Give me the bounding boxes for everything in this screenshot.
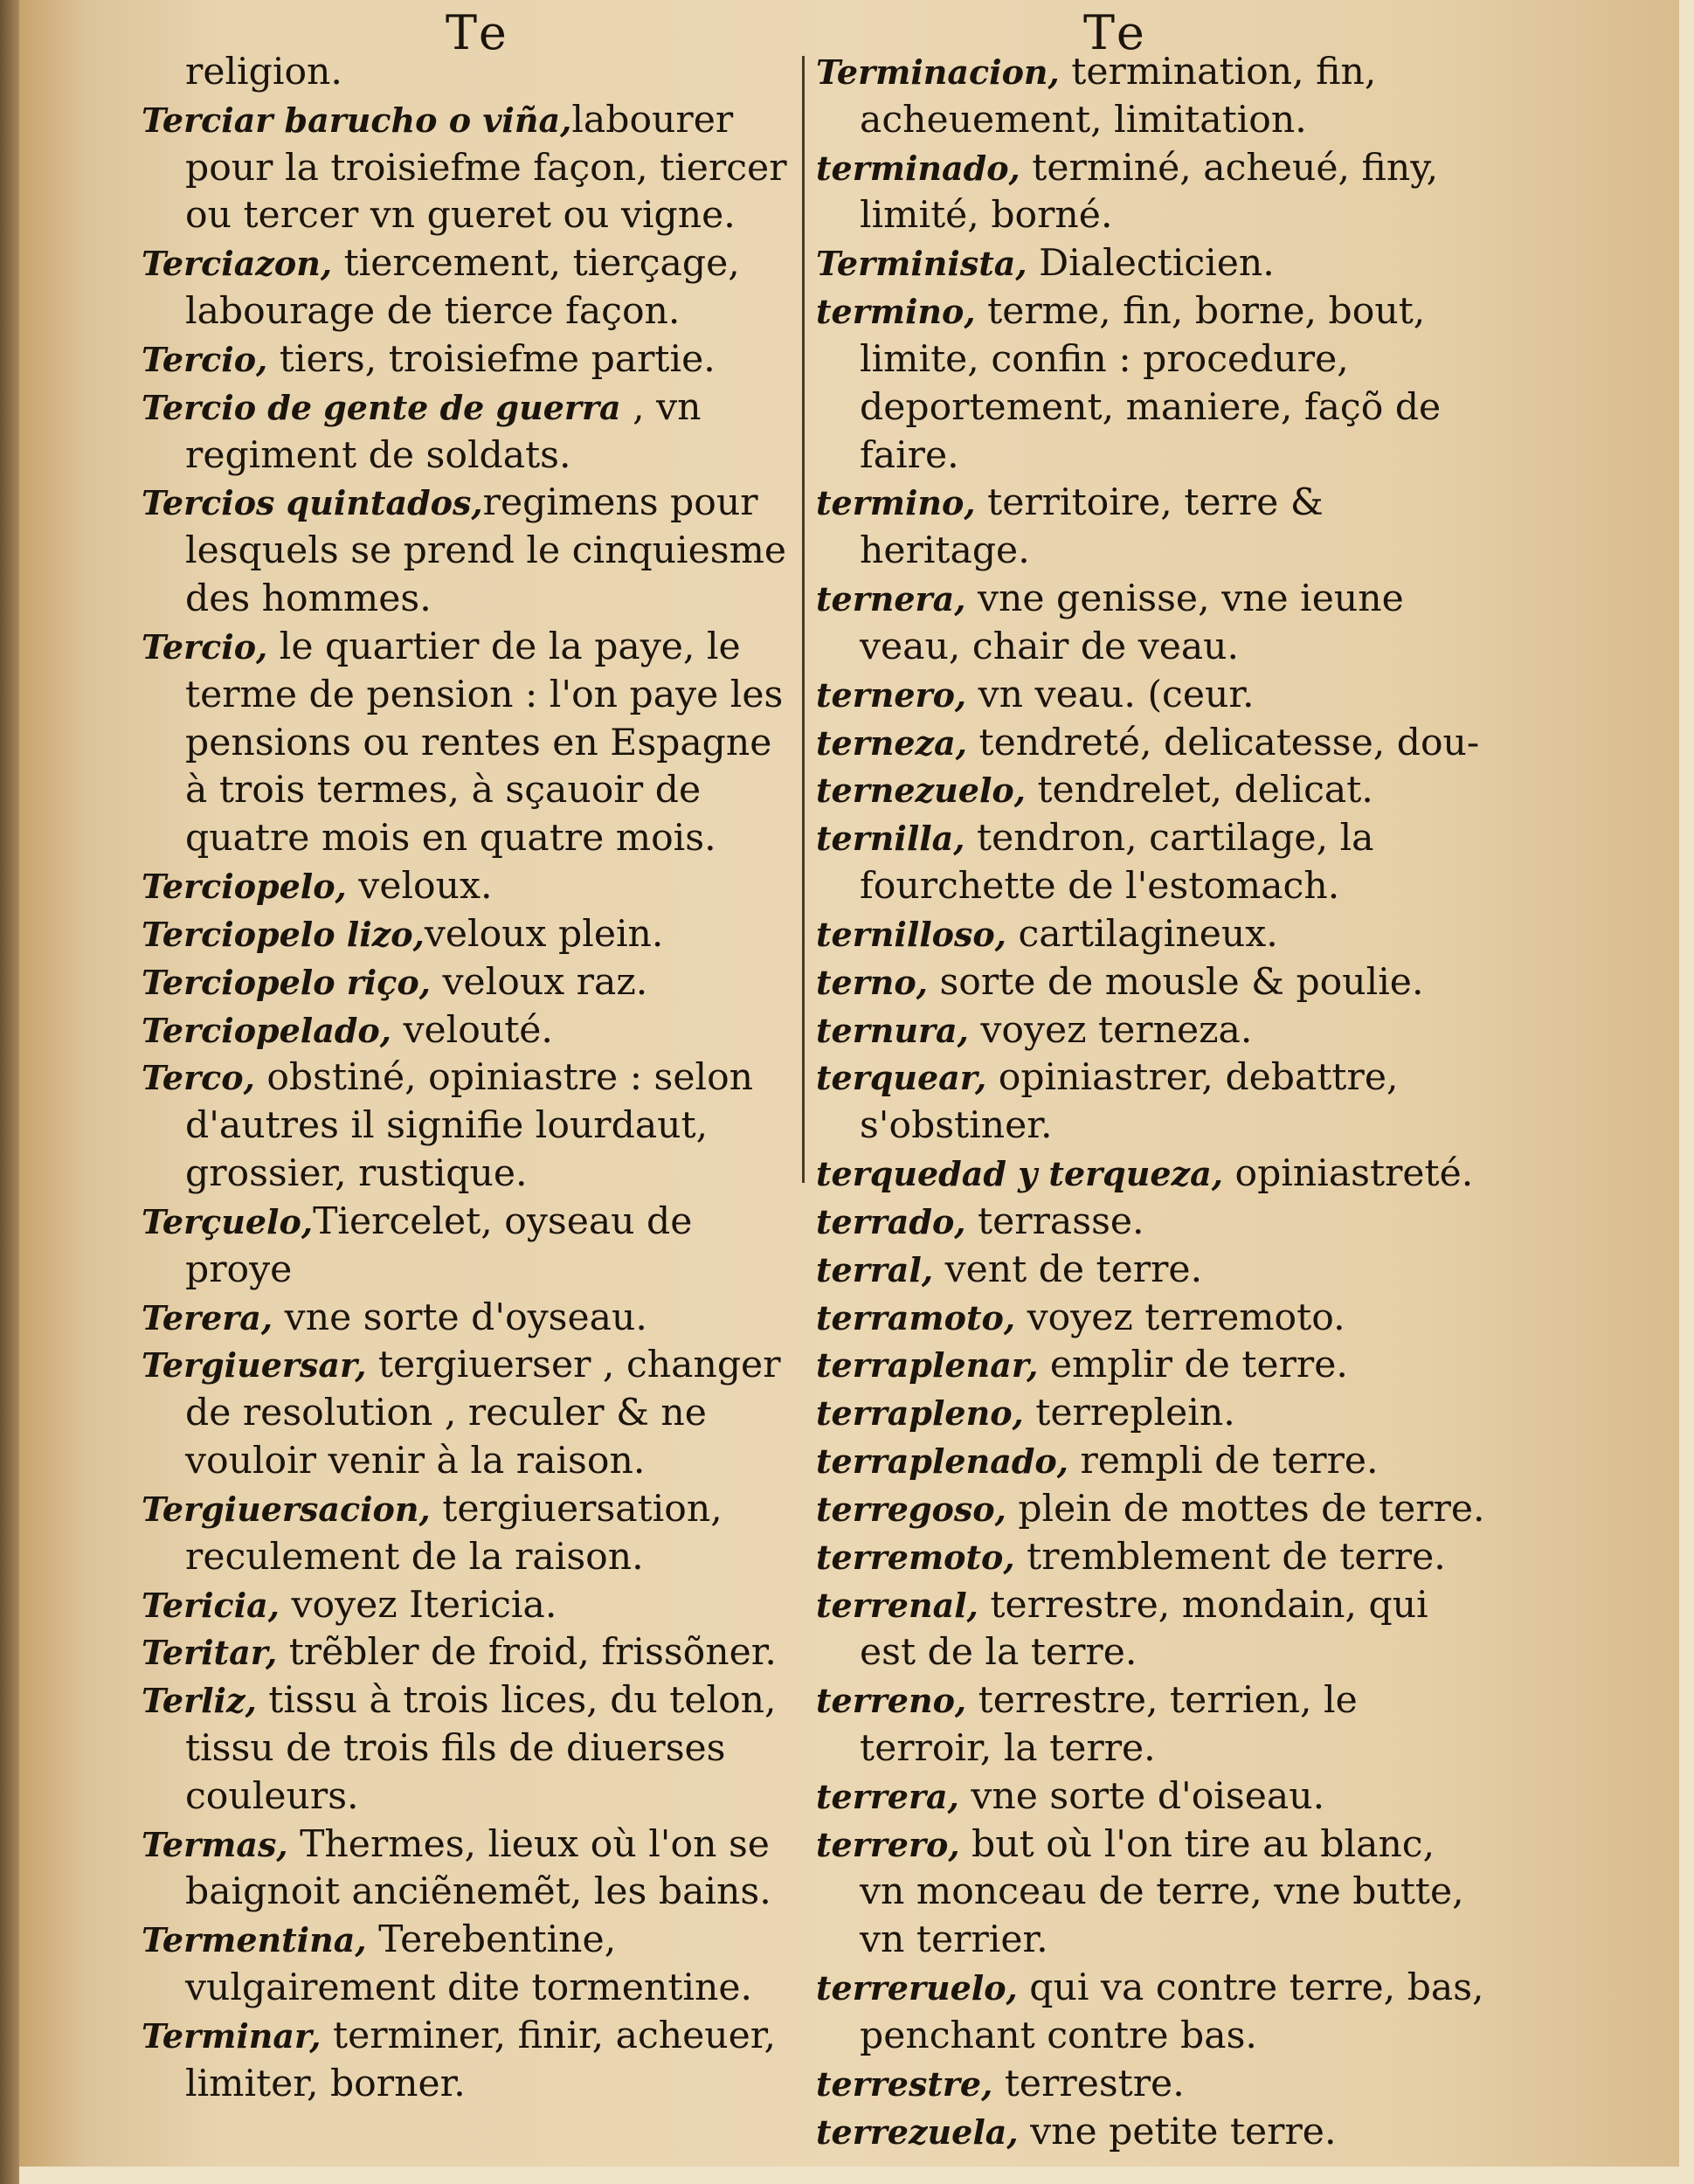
- headword: Terminar,: [142, 2015, 322, 2056]
- headword: Terciopelo lizo,: [142, 914, 425, 954]
- definition: sorte de mousle & poulie.: [927, 960, 1424, 1004]
- definition: velouté.: [391, 1008, 553, 1052]
- headword: Terliz,: [142, 1681, 257, 1721]
- dictionary-entry: [816, 145, 1489, 241]
- dictionary-entry: [142, 384, 788, 480]
- dictionary-entry: [816, 1965, 1489, 2061]
- column-divider: [802, 56, 805, 1183]
- dictionary-entry: [816, 1390, 1489, 1438]
- headword: termino,: [816, 483, 976, 523]
- dictionary-entry: [142, 1007, 788, 1055]
- dictionary-entry: [816, 240, 1489, 288]
- definition: regimens pour lesquels se prend le cinquiesme des hommes.: [185, 481, 787, 621]
- headword: terrapleno,: [816, 1393, 1024, 1434]
- definition: Tiercelet, oyseau de proye: [185, 1199, 693, 1291]
- definition: Terebentine, vulgairement dite tormentine.: [185, 1918, 753, 2010]
- dictionary-entry: [142, 863, 788, 911]
- definition: veloux plein.: [424, 912, 664, 956]
- headword: Tergiuersacion,: [142, 1489, 431, 1529]
- headword: ternilla,: [816, 819, 965, 859]
- definition: but où l'on tire au blanc, vn monceau de terre, vne butte, vn terrier.: [860, 1822, 1464, 1962]
- headword: terquedad y terqueza,: [816, 1154, 1223, 1194]
- dictionary-entry: [816, 1342, 1489, 1390]
- definition: tiercement, tierçage, labourage de tierce façon.: [185, 242, 740, 334]
- dictionary-entry: [816, 911, 1489, 959]
- headword: Tergiuersar,: [142, 1345, 367, 1386]
- headword: ternera,: [816, 579, 966, 619]
- definition: le quartier de la paye, le terme de pension : l'on paye les pensions ou rentes en Espagne à trois termes, à sçauoir de quatre mois en quatre mois.: [185, 625, 784, 860]
- headword: terrestre,: [816, 2063, 993, 2104]
- continuation-text: religion.: [185, 51, 342, 93]
- headword: Terera,: [142, 1297, 273, 1337]
- headword: terreruelo,: [816, 1968, 1018, 2008]
- headword: Tercio,: [142, 626, 268, 667]
- headword: ternezuelo,: [816, 771, 1026, 811]
- definition: vne petite terre.: [1018, 2110, 1337, 2153]
- dictionary-entry: [142, 911, 788, 959]
- headword: Termas,: [142, 1824, 288, 1864]
- definition: cartilagineux.: [1006, 912, 1278, 956]
- dictionary-entry: [142, 97, 788, 240]
- definition: qui va contre terre, bas, penchant contre bas.: [860, 1966, 1484, 2057]
- headword: terraplenado,: [816, 1441, 1068, 1482]
- dictionary-entry: [142, 959, 788, 1007]
- headword: terrado,: [816, 1201, 966, 1241]
- dictionary-entry: [142, 1199, 788, 1295]
- definition: tremblement de terre.: [1014, 1535, 1446, 1579]
- dictionary-entry: [816, 815, 1489, 911]
- definition: veloux raz.: [430, 960, 648, 1004]
- definition: opiniastreté.: [1222, 1152, 1474, 1196]
- dictionary-entry: [816, 1054, 1489, 1151]
- definition: vent de terre.: [933, 1248, 1203, 1291]
- definition: obstiné, opiniastre : selon d'autres il signifie lourdaut, grossier, rustique.: [185, 1056, 754, 1196]
- headword: terminado,: [816, 148, 1020, 188]
- headword: Terminacion,: [816, 52, 1060, 92]
- right-column: [816, 49, 1489, 2156]
- dictionary-entry: [816, 1821, 1489, 1965]
- headword: Terco,: [142, 1058, 255, 1098]
- headword: Tercio,: [142, 339, 268, 379]
- definition: , vn regiment de soldats.: [185, 385, 702, 477]
- dictionary-entry: [142, 1486, 788, 1582]
- definition: terrasse.: [965, 1199, 1144, 1243]
- headword: terral,: [816, 1249, 934, 1289]
- definition: territoire, terre & heritage.: [860, 481, 1324, 573]
- dictionary-entry: [816, 576, 1489, 672]
- definition: tergiuerser , changer de resolution , reculer & ne vouloir venir à la raison.: [185, 1344, 781, 1483]
- definition: tissu à trois lices, du telon, tissu de trois fils de diuerses couleurs.: [185, 1679, 777, 1818]
- headword: Termentina,: [142, 1920, 367, 1960]
- headword: terno,: [816, 962, 928, 1002]
- definition: tiers, troisiefme partie.: [267, 337, 716, 381]
- dictionary-entry: [816, 1295, 1489, 1343]
- headword: Terciopelado,: [142, 1010, 391, 1050]
- headword: Terciopelo,: [142, 867, 347, 907]
- headword: ternero,: [816, 674, 967, 715]
- definition: voyez terremoto.: [1015, 1296, 1345, 1339]
- headword: Terçuelo,: [142, 1201, 314, 1241]
- definition: vn veau. (ceur.: [966, 673, 1255, 716]
- dictionary-entry: [816, 1007, 1489, 1055]
- definition: tendron, cartilage, la fourchette de l'estomach.: [860, 817, 1374, 909]
- headword: terrera,: [816, 1776, 959, 1816]
- definition: terrestre.: [992, 2062, 1185, 2105]
- headword: terremoto,: [816, 1537, 1015, 1577]
- definition: rempli de terre.: [1068, 1440, 1379, 1483]
- headword: Terciar barucho o viña,: [142, 100, 572, 140]
- dictionary-entry: [816, 288, 1489, 480]
- dictionary-entry: [142, 1295, 788, 1343]
- dictionary-entry: [816, 1151, 1489, 1199]
- dictionary-entry: [816, 49, 1489, 145]
- headword: ternura,: [816, 1010, 969, 1050]
- dictionary-entry: [142, 1821, 788, 1918]
- dictionary-entry: [816, 480, 1489, 576]
- running-head-left: Te: [446, 5, 512, 60]
- dictionary-entry: [142, 1917, 788, 2013]
- headword: terregoso,: [816, 1489, 1006, 1529]
- definition: tendreté, delicatesse, dou-: [967, 721, 1480, 764]
- headword: terrezuela,: [816, 2111, 1019, 2152]
- dictionary-entry: [816, 1247, 1489, 1295]
- headword: Teritar,: [142, 1633, 278, 1673]
- headword: Tercio de gente de guerra: [142, 387, 621, 427]
- dictionary-entry: [816, 672, 1489, 720]
- dictionary-entry: [816, 1773, 1489, 1821]
- headword: terneza,: [816, 722, 967, 763]
- page-binding-edge: [0, 0, 19, 2184]
- definition: emplir de terre.: [1038, 1344, 1348, 1387]
- dictionary-entry: [816, 2109, 1489, 2157]
- definition: vne sorte d'oiseau.: [958, 1774, 1325, 1818]
- dictionary-entry: [142, 1677, 788, 1821]
- headword: terrenal,: [816, 1585, 978, 1625]
- dictionary-entry: [816, 720, 1489, 768]
- dictionary-entry: [142, 1054, 788, 1198]
- definition: labourer pour la troisiefme façon, tiercer ou tercer vn gueret ou vigne.: [185, 98, 787, 238]
- headword: terraplenar,: [816, 1345, 1039, 1386]
- headword: Terciazon,: [142, 244, 333, 284]
- running-head-right: Te: [1083, 5, 1150, 60]
- dictionary-entry: [816, 767, 1489, 815]
- definition: terminer, finir, acheuer, limiter, borner.: [185, 2014, 776, 2105]
- headword: Terciopelo riço,: [142, 962, 431, 1002]
- dictionary-entry: [816, 959, 1489, 1007]
- dictionary-entry: [816, 1582, 1489, 1678]
- left-column: [142, 49, 788, 2109]
- dictionary-entry: [816, 1677, 1489, 1773]
- definition: terreplein.: [1023, 1392, 1235, 1435]
- dictionary-entry: [816, 1438, 1489, 1486]
- definition: termination, fin, acheuement, limitation.: [860, 51, 1377, 142]
- definition: vne genisse, vne ieune veau, chair de veau.: [860, 577, 1404, 668]
- definition: terme, fin, borne, bout, limite, confin : procedure, deportement, maniere, façõ de faire.: [860, 290, 1442, 477]
- definition: terrestre, mondain, qui est de la terre.: [860, 1583, 1428, 1675]
- dictionary-entry: [816, 1486, 1489, 1534]
- headword: terreno,: [816, 1681, 967, 1721]
- definition: tergiuersation, reculement de la raison.: [185, 1487, 723, 1579]
- headword: Tercios quintados,: [142, 483, 483, 523]
- headword: Terminista,: [816, 244, 1027, 284]
- headword: terramoto,: [816, 1297, 1016, 1337]
- headword: Tericia,: [142, 1585, 280, 1625]
- dictionary-entry: [142, 1629, 788, 1677]
- dictionary-entry: [142, 624, 788, 863]
- definition: terrestre, terrien, le terroir, la terre.: [860, 1679, 1358, 1770]
- definition: veloux.: [346, 865, 493, 909]
- dictionary-entry: [816, 1534, 1489, 1582]
- definition: tendrelet, delicat.: [1025, 769, 1373, 812]
- dictionary-entry: [816, 1199, 1489, 1247]
- definition: terminé, acheué, finy, limité, borné.: [860, 146, 1439, 238]
- dictionary-entry: [142, 480, 788, 623]
- definition: plein de mottes de terre.: [1006, 1487, 1485, 1531]
- dictionary-entry: [142, 1582, 788, 1630]
- definition: trẽbler de froid, frissõner.: [277, 1631, 777, 1675]
- headword: terquear,: [816, 1058, 987, 1098]
- dictionary-entry: [142, 240, 788, 336]
- definition: voyez Itericia.: [279, 1583, 557, 1627]
- definition: vne sorte d'oyseau.: [273, 1296, 647, 1339]
- dictionary-entry: [142, 2013, 788, 2109]
- headword: terrero,: [816, 1824, 960, 1864]
- dictionary-entry: [142, 336, 788, 384]
- definition: Dialecticien.: [1027, 242, 1275, 286]
- dictionary-entry: [816, 2061, 1489, 2109]
- definition: opiniastrer, debattre, s'obstiner.: [860, 1056, 1399, 1148]
- dictionary-entry: [142, 1342, 788, 1485]
- headword: termino,: [816, 292, 976, 332]
- definition: voyez terneza.: [968, 1008, 1253, 1052]
- headword: ternilloso,: [816, 914, 1006, 954]
- definition: Thermes, lieux où l'on se baignoit anciẽnemẽt, les bains.: [185, 1822, 771, 1914]
